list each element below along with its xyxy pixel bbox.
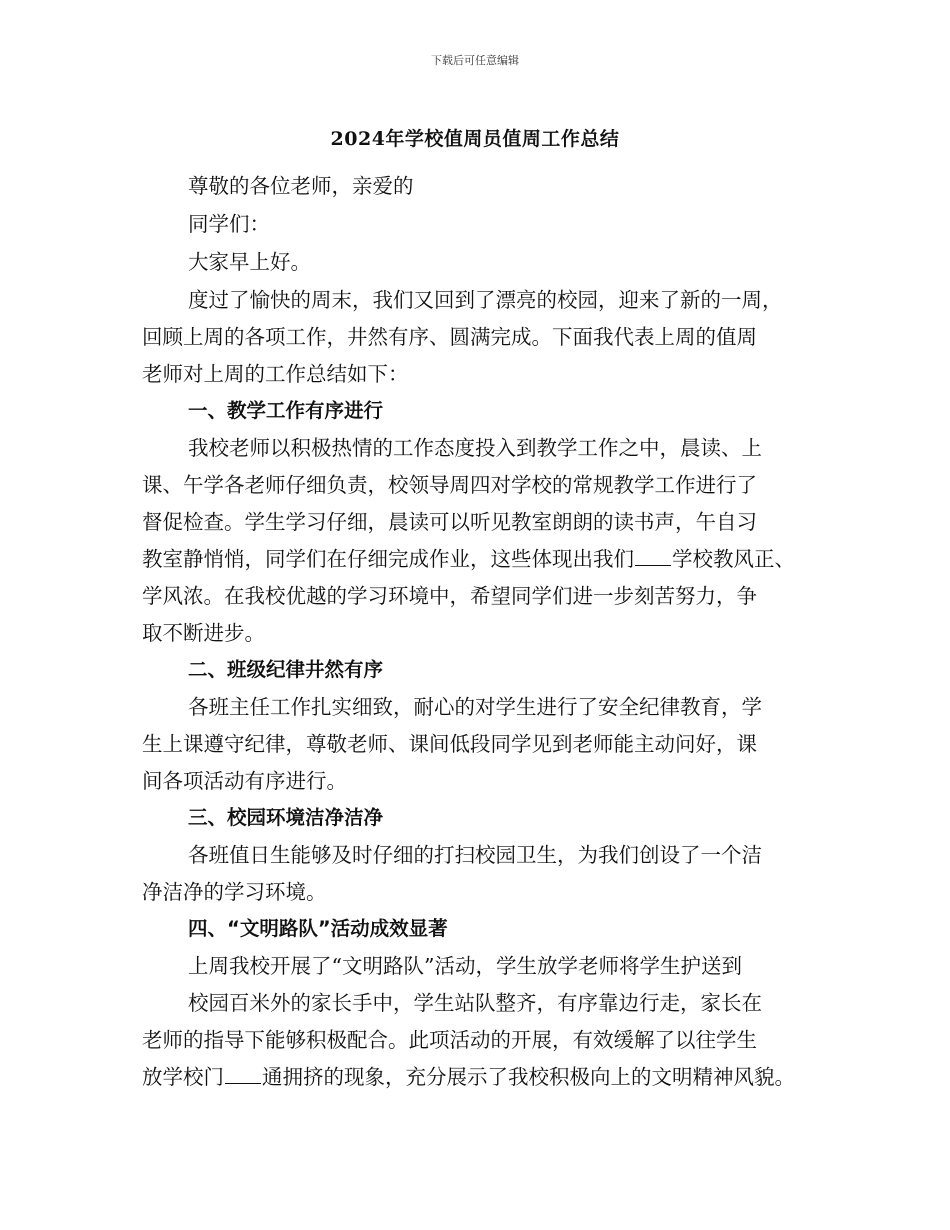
section-1-line-4	[142, 543, 795, 575]
header-note: 下载后可任意编辑	[431, 54, 519, 67]
intro-line-1: 度过了愉快的周末，我们又回到了漂亮的校园，迎来了新的一周，	[188, 288, 783, 312]
fill-in-blank	[635, 543, 671, 566]
greeting-line-1: 尊敬的各位老师，亲爱的	[188, 174, 414, 198]
section-1-line-5: 学风浓。在我校优越的学习环境中，希望同学们进一步刻苦努力，争	[142, 584, 757, 608]
document-title: 2024年学校值周员值周工作总结	[330, 128, 620, 150]
section-4-line-4-before: 放学校门	[142, 1065, 224, 1089]
section-2-line-1: 各班主任工作扎实细致，耐心的对学生进行了安全纪律教育，学	[188, 695, 762, 719]
section-2-line-3: 间各项活动有序进行。	[142, 769, 347, 793]
section-1-line-2: 课、午学各老师仔细负责，校领导周四对学校的常规教学工作进行了	[142, 473, 757, 497]
section-1-line-4-after: 学校教风正、	[672, 547, 795, 571]
section-4-line-3: 老师的指导下能够积极配合。此项活动的开展，有效缓解了以往学生	[142, 1028, 757, 1052]
section-3-heading: 三、校园环境洁净洁净	[188, 806, 384, 829]
section-1-line-6: 取不断进步。	[142, 621, 265, 645]
intro-line-3: 老师对上周的工作总结如下：	[142, 362, 409, 386]
section-4-line-4-after: 通拥挤的现象，充分展示了我校积极向上的文明精神风貌。	[262, 1065, 795, 1089]
section-4-line-1: 上周我校开展了“文明路队”活动，学生放学老师将学生护送到	[188, 954, 742, 978]
section-1-heading: 一、教学工作有序进行	[188, 399, 384, 422]
section-1-line-3: 督促检查。学生学习仔细，晨读可以听见教室朗朗的读书声，午自习	[142, 510, 757, 534]
section-3-line-1: 各班值日生能够及时仔细的打扫校园卫生，为我们创设了一个洁	[188, 843, 762, 867]
section-2-line-2: 生上课遵守纪律，尊敬老师、课间低段同学见到老师能主动问好，课	[142, 732, 757, 756]
section-4-heading: 四、“文明路队”活动成效显著	[188, 917, 448, 940]
section-2-heading: 二、班级纪律井然有序	[188, 658, 384, 681]
greeting-line-3: 大家早上好。	[188, 250, 311, 274]
fill-in-blank	[225, 1061, 261, 1084]
section-4-line-4	[142, 1061, 795, 1093]
section-1-line-1: 我校老师以积极热情的工作态度投入到教学工作之中，晨读、上	[188, 436, 762, 460]
section-4-line-2: 校园百米外的家长手中，学生站队整齐，有序靠边行走，家长在	[188, 991, 762, 1015]
intro-line-2: 回顾上周的各项工作，井然有序、圆满完成。下面我代表上周的值周	[142, 325, 757, 349]
section-3-line-2: 净洁净的学习环境。	[142, 880, 327, 904]
section-1-line-4-before: 教室静悄悄，同学们在仔细完成作业，这些体现出我们	[142, 547, 634, 571]
greeting-line-2: 同学们：	[188, 212, 270, 236]
